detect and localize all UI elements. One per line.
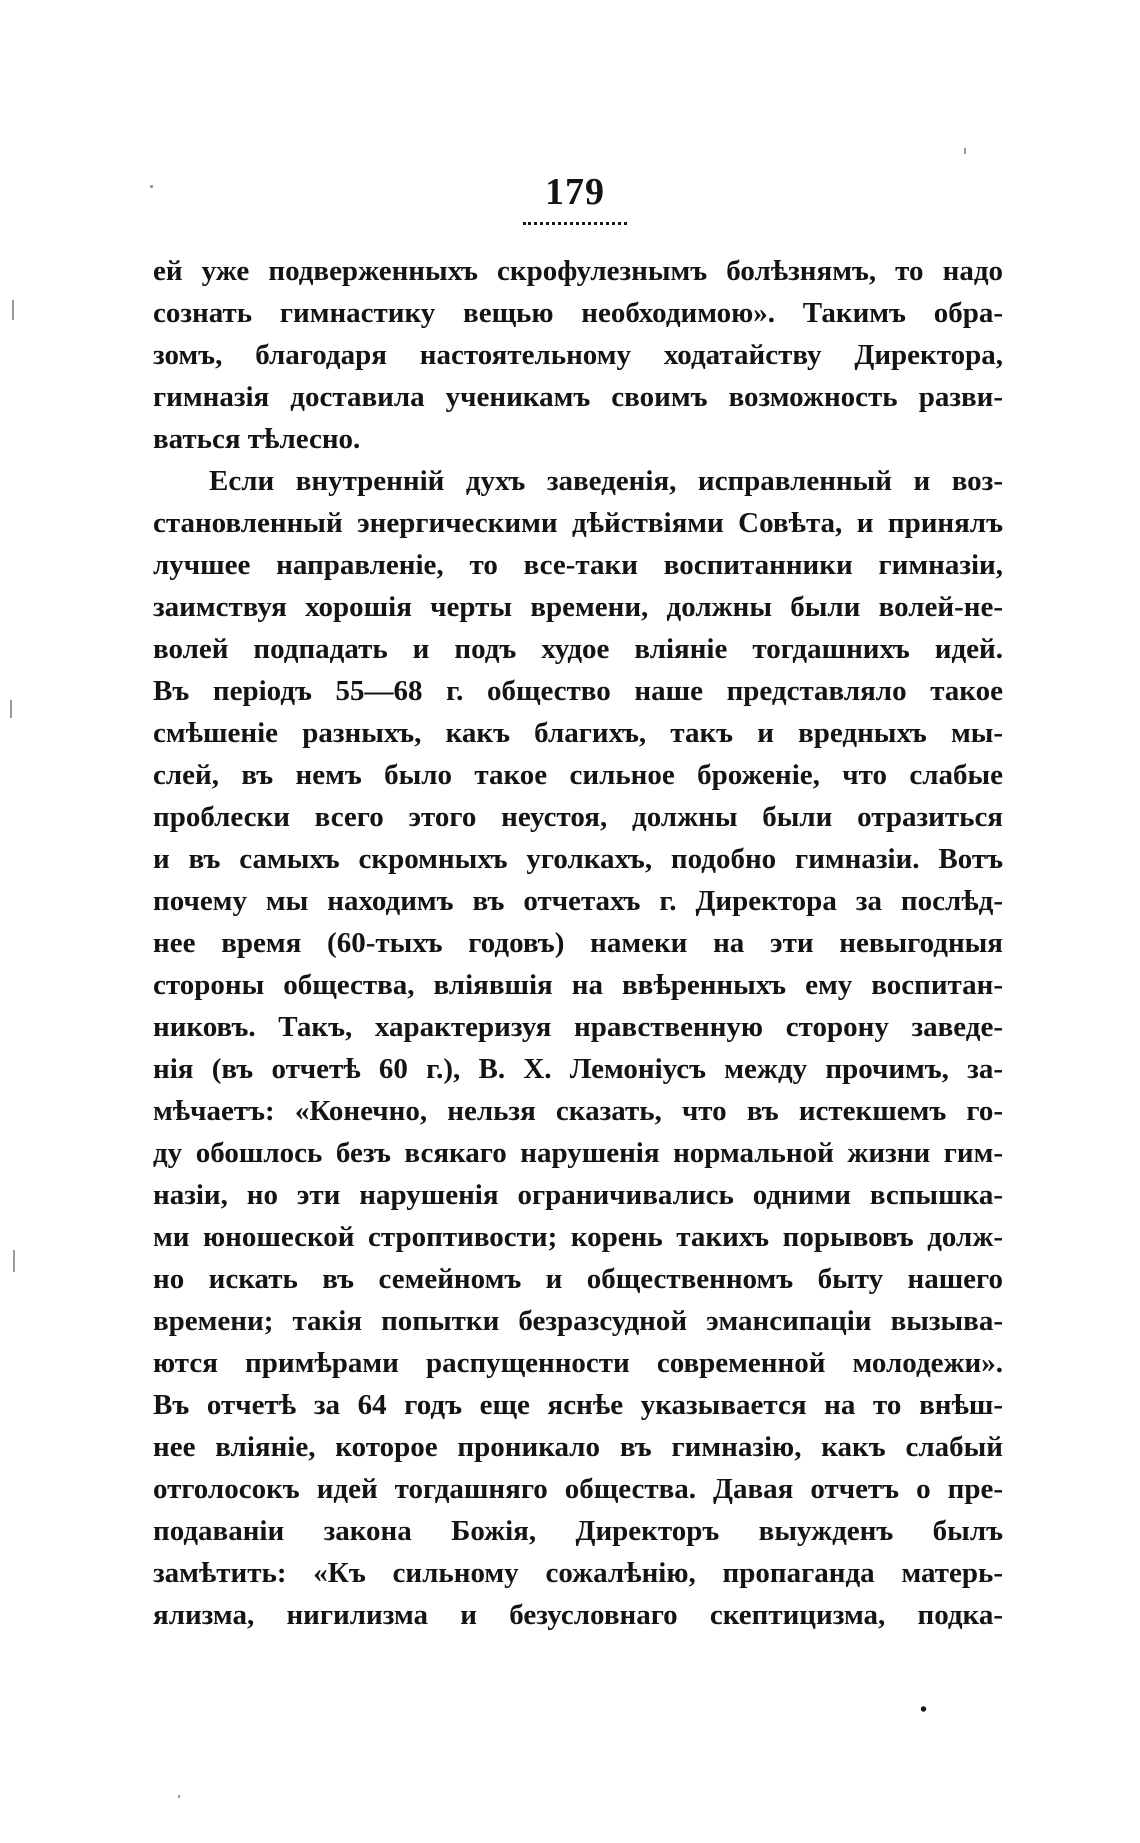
- text-line: лучшее направленіе, то все-таки воспитанники гимназіи,: [153, 549, 1003, 581]
- text-line: заимствуя хорошія черты времени, должны были волей-не-: [153, 591, 1003, 623]
- text-line: Если внутренній духъ заведенія, исправленный и воз-: [209, 465, 1003, 497]
- text-line: проблески всего этого неустоя, должны были отразиться: [153, 801, 1003, 833]
- text-line: нее вліяніе, которое проникало въ гимназію, какъ слабый: [153, 1431, 1003, 1463]
- scan-speck: [178, 1795, 180, 1798]
- text-line: мѣчаетъ: «Конечно, нельзя сказать, что въ истекшемъ го-: [153, 1095, 1003, 1127]
- text-line: назіи, но эти нарушенія ограничивались одними вспышка-: [153, 1179, 1003, 1211]
- text-line: времени; такія попытки безразсудной эмансипаціи вызыва-: [153, 1305, 1003, 1337]
- text-line: сознать гимнастику вещью необходимою». Такимъ обра-: [153, 297, 1003, 329]
- text-line: нее время (60-тыхъ годовъ) намеки на эти невыгодныя: [153, 927, 1003, 959]
- scan-speck: [12, 300, 14, 320]
- text-line: ялизма, нигилизма и безусловнаго скептицизма, подка-: [153, 1599, 1003, 1631]
- text-line: нія (въ отчетѣ 60 г.), В. Х. Лемоніусъ между прочимъ, за-: [153, 1053, 1003, 1085]
- text-line: ваться тѣлесно.: [153, 423, 361, 455]
- text-line: ей уже подверженныхъ скрофулезнымъ болѣзнямъ, то надо: [153, 255, 1003, 287]
- text-line: Въ отчетѣ за 64 годъ еще яснѣе указывается на то внѣш-: [153, 1389, 1003, 1421]
- text-line: подаваніи закона Божія, Директоръ выужденъ былъ: [153, 1515, 1003, 1547]
- body-text: [153, 250, 1003, 1636]
- scan-speck: [150, 185, 153, 188]
- footer-mark: •: [920, 1699, 928, 1721]
- text-line: ми юношеской строптивости; корень такихъ порывовъ долж-: [153, 1221, 1003, 1253]
- text-line: почему мы находимъ въ отчетахъ г. Директора за послѣд-: [153, 885, 1003, 917]
- text-line: стороны общества, вліявшія на ввѣренныхъ ему воспитан-: [153, 969, 1003, 1001]
- text-line: ются примѣрами распущенности современной молодежи».: [153, 1347, 1003, 1379]
- text-line: слей, въ немъ было такое сильное броженіе, что слабые: [153, 759, 1003, 791]
- text-line: но искать въ семейномъ и общественномъ быту нашего: [153, 1263, 1003, 1295]
- scan-speck: [10, 700, 12, 718]
- text-line: ду обошлось безъ всякаго нарушенія нормальной жизни гим-: [153, 1137, 1003, 1169]
- text-line: волей подпадать и подъ худое вліяніе тогдашнихъ идей.: [153, 633, 1003, 665]
- text-line: становленный энергическими дѣйствіями Совѣта, и принялъ: [153, 507, 1003, 539]
- text-line: отголосокъ идей тогдашняго общества. Давая отчетъ о пре-: [153, 1473, 1003, 1505]
- text-line: никовъ. Такъ, характеризуя нравственную сторону заведе-: [153, 1011, 1003, 1043]
- text-line: гимназія доставила ученикамъ своимъ возможность разви-: [153, 381, 1003, 413]
- text-line: Въ періодъ 55—68 г. общество наше представляло такое: [153, 675, 1003, 707]
- text-line: смѣшеніе разныхъ, какъ благихъ, такъ и вредныхъ мы-: [153, 717, 1003, 749]
- text-line: замѣтить: «Къ сильному сожалѣнію, пропаганда матерь-: [153, 1557, 1003, 1589]
- scan-speck: [964, 148, 966, 154]
- page-number: 179: [545, 171, 605, 213]
- text-line: и въ самыхъ скромныхъ уголкахъ, подобно гимназіи. Вотъ: [153, 843, 1003, 875]
- scan-speck: [13, 1250, 15, 1272]
- page-number-rule: [523, 222, 627, 225]
- text-line: зомъ, благодаря настоятельному ходатайству Директора,: [153, 339, 1003, 371]
